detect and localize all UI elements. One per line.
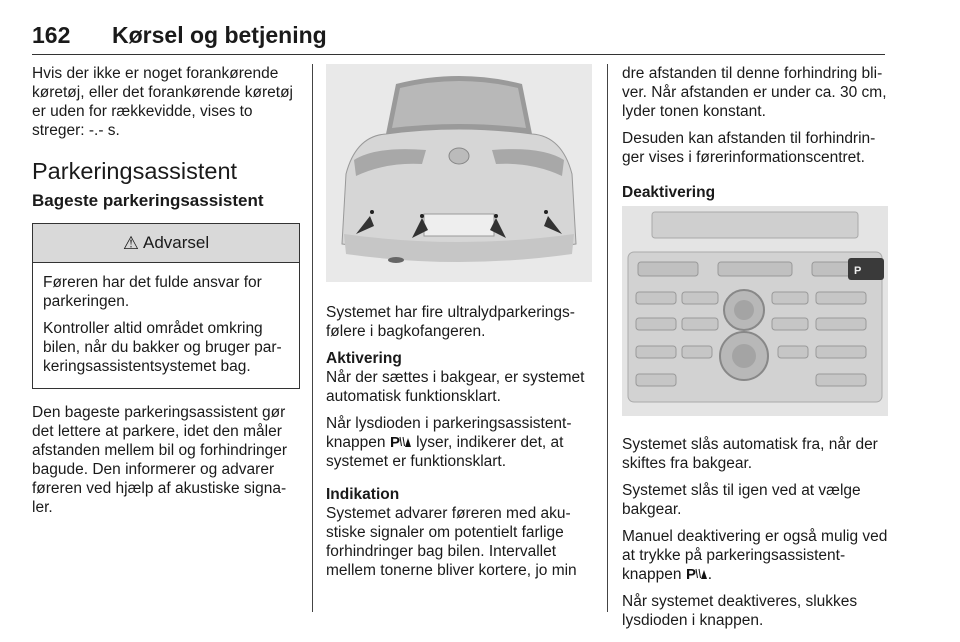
activation-text-b: lyser, indikerer det, at systemet er funktionsklart. — [326, 434, 564, 470]
svg-text:P: P — [389, 434, 400, 449]
deactivation-text-b: . — [707, 566, 713, 583]
column-divider-2 — [607, 64, 608, 612]
indication-heading: Indikation — [326, 486, 400, 503]
deactivation-paragraph-2: Systemet slås til igen ved at vælge bakgear. — [622, 482, 861, 518]
page-number: 162 — [32, 22, 71, 48]
svg-text:P: P — [854, 265, 862, 277]
center-console-illustration — [622, 206, 888, 416]
deactivation-paragraph-1: Systemet slås automatisk fra, når der skiftes fra bakgear. — [622, 436, 878, 472]
deactivation-paragraph-4: Når systemet deaktiveres, slukkes lysdioden i knappen. — [622, 593, 858, 629]
intro-paragraph: Hvis der ikke er noget forankørende køretøj, eller det forankørende køretøj er uden for rækkevidde, vises to streger: -.- s. — [32, 65, 293, 139]
column-3 — [622, 64, 888, 638]
warning-header — [33, 224, 299, 263]
deactivation-heading: Deaktivering — [622, 184, 716, 201]
warning-title: Advarsel — [143, 233, 210, 252]
section-heading: Parkeringsassistent — [32, 158, 238, 184]
body-paragraph: Den bageste parkeringsassistent gør det lettere at parkere, idet den måler afstanden mellem bil og forhindringer bagude. Den informerer og advarer føreren ved hjælp af akustiske signaler. — [32, 404, 288, 516]
continuation-paragraph: dre afstanden til denne forhindring bliver. Når afstanden er under ca. 30 cm, lyder tonen konstant. — [622, 65, 887, 120]
column-divider-1 — [312, 64, 313, 612]
activation-paragraph-2 — [326, 414, 592, 471]
column-2 — [326, 64, 592, 588]
subsection-heading: Bageste parkeringsassistent — [32, 191, 264, 210]
warning-box — [32, 223, 300, 389]
car-rear-sensors-illustration — [326, 64, 592, 282]
warning-paragraph-1: Føreren har det fulde ansvar for parkeringen. — [43, 274, 262, 310]
warning-paragraph-2: Kontroller altid området omkring bilen, når du bakker og bruger parkeringsassistentsystemet bag. — [43, 320, 282, 375]
indication-paragraph: Systemet advarer føreren med akustiske signaler om potentielt farlige forhindringer bag bilen. Intervallet mellem tonerne bliver kortere, jo min — [326, 505, 577, 579]
warning-icon: ⚠ — [122, 232, 139, 253]
display-paragraph: Desuden kan afstanden til forhindringer vises i førerinformationscentret. — [622, 130, 876, 166]
activation-paragraph-1: Når der sættes i bakgear, er systemet automatisk funktionsklart. — [326, 369, 585, 405]
activation-text-a: Når lysdioden i parkeringsassistentknappen — [326, 415, 572, 451]
chapter-title: Kørsel og betjening — [112, 22, 327, 48]
deactivation-paragraph-3 — [622, 527, 888, 584]
warning-body — [33, 263, 299, 388]
parking-assist-icon — [686, 566, 708, 581]
deactivation-text-a: Manuel deaktivering er også mulig ved at trykke på parkeringsassistentknappen — [622, 528, 888, 583]
parking-assist-icon — [390, 434, 412, 449]
page-header — [32, 20, 885, 55]
column-1 — [32, 64, 300, 525]
sensor-caption: Systemet har fire ultralydparkeringsfølere i bagkofangeren. — [326, 304, 575, 340]
activation-heading: Aktivering — [326, 350, 402, 367]
svg-text:P: P — [685, 566, 696, 581]
